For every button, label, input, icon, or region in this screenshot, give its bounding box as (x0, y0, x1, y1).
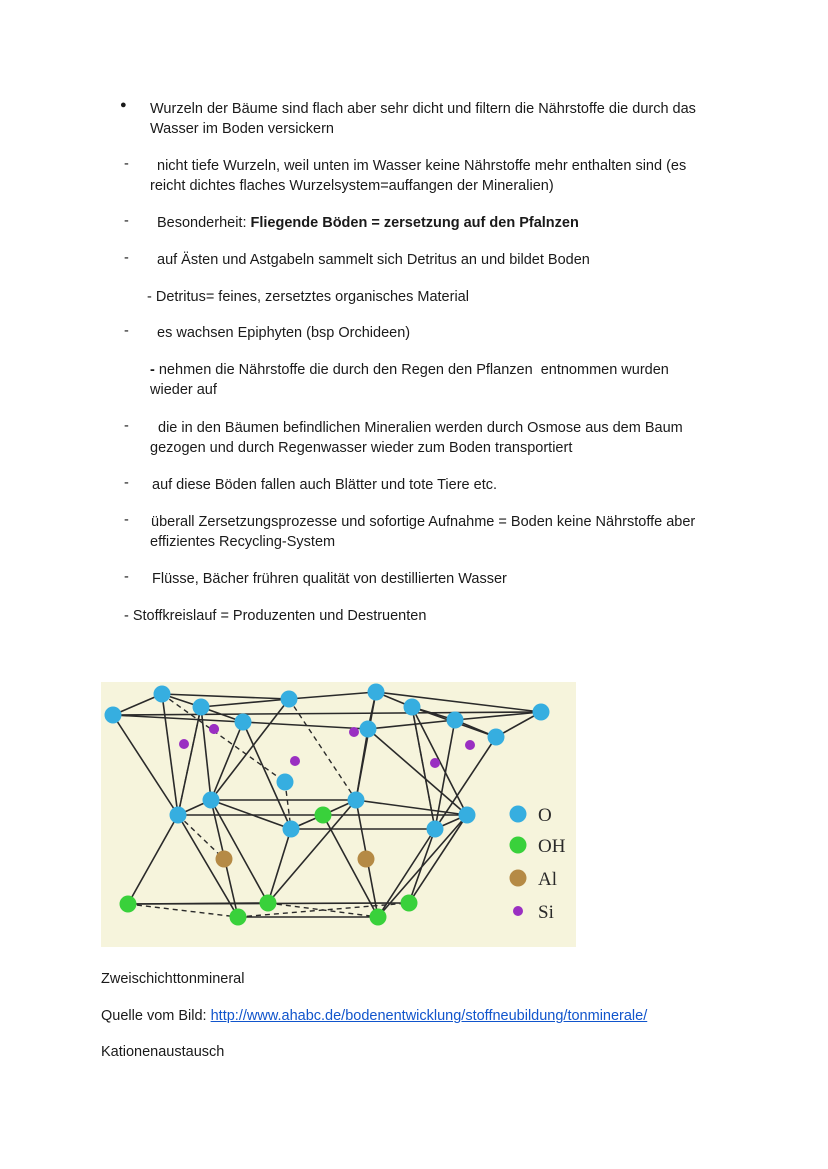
list-item-text: Wasser im Boden versickern (150, 121, 334, 137)
list-item-text: es wachsen Epiphyten (bsp Orchideen) (157, 325, 411, 341)
oxygen-atom (459, 807, 476, 824)
oxygen-atom (283, 821, 300, 838)
oxygen-atom (193, 699, 210, 716)
list-item-text: überall Zersetzungsprozesse und sofortige Aufnahme = Boden keine Nährstoffe aber (151, 514, 696, 530)
dash-marker: - (124, 156, 129, 172)
bold-highlight: Fliegende Böden = zersetzung auf den Pfalnzen (250, 215, 579, 231)
list-item-text: nicht tiefe Wurzeln, weil unten im Wasser keine Nährstoffe mehr enthalten sind (es (157, 158, 687, 174)
list-item-text: wieder auf (150, 382, 217, 398)
bond-line (128, 903, 268, 904)
list-item-text: die in den Bäumen befindlichen Mineralien werden durch Osmose aus dem Baum (158, 420, 683, 436)
silicon-atom (430, 758, 440, 768)
dash-marker: - (124, 569, 129, 585)
list-item-text: Flüsse, Bächer frühren qualität von destillierten Wasser (152, 571, 507, 587)
list-item-text: effizientes Recycling-System (150, 534, 336, 550)
silicon-atom (209, 724, 219, 734)
oxygen-atom (105, 707, 122, 724)
dash-marker: - (124, 418, 129, 434)
list-item-text: - nehmen die Nährstoffe die durch den Regen den Pflanzen entnommen wurden (150, 362, 669, 378)
list-item-text: auf Ästen und Astgabeln sammelt sich Detritus an und bildet Boden (157, 252, 590, 268)
aluminium-atom (216, 851, 233, 868)
aluminium-atom (358, 851, 375, 868)
oxygen-atom (404, 699, 421, 716)
oxygen-atom (154, 686, 171, 703)
oxygen-atom (360, 721, 377, 738)
dash-marker: - (124, 250, 129, 266)
legend-swatch-oh (510, 837, 527, 854)
legend-label-si: Si (538, 902, 554, 923)
list-item-text: reicht dichtes flaches Wurzelsystem=auffangen der Mineralien) (150, 178, 554, 194)
hydroxyl-atom (315, 807, 332, 824)
silicon-atom (349, 727, 359, 737)
clay-mineral-structure-diagram (101, 682, 576, 947)
oxygen-atom (348, 792, 365, 809)
hydroxyl-atom (230, 909, 247, 926)
bullet-marker: ● (120, 99, 127, 111)
silicon-atom (290, 756, 300, 766)
hydroxyl-atom (370, 909, 387, 926)
oxygen-atom (203, 792, 220, 809)
oxygen-atom (533, 704, 550, 721)
oxygen-atom (235, 714, 252, 731)
legend-swatch-o (510, 806, 527, 823)
legend-swatch-al (510, 870, 527, 887)
oxygen-atom (277, 774, 294, 791)
legend-swatch-si (513, 906, 523, 916)
oxygen-atom (281, 691, 298, 708)
hydroxyl-atom (120, 896, 137, 913)
list-item-text: - Detritus= feines, zersetztes organisches Material (147, 289, 469, 305)
silicon-atom (179, 739, 189, 749)
list-item-text: gezogen und durch Regenwasser wieder zum Boden transportiert (150, 440, 573, 456)
figure-caption: Zweischichttonmineral (101, 971, 245, 987)
list-item-text: Wurzeln der Bäume sind flach aber sehr dicht und filtern die Nährstoffe die durch das (150, 101, 696, 117)
section-heading: Kationenaustausch (101, 1044, 225, 1060)
dash-marker: - (124, 213, 129, 229)
source-prefix: Quelle vom Bild: (101, 1008, 211, 1024)
hydroxyl-atom (401, 895, 418, 912)
image-source (101, 1006, 647, 1026)
list-item-text: auf diese Böden fallen auch Blätter und tote Tiere etc. (152, 477, 498, 493)
oxygen-atom (427, 821, 444, 838)
legend-label-oh: OH (538, 836, 566, 857)
hydroxyl-atom (260, 895, 277, 912)
oxygen-atom (368, 684, 385, 701)
dash-marker: - (124, 475, 129, 491)
silicon-atom (465, 740, 475, 750)
list-item-text: Besonderheit: Fliegende Böden = zersetzung auf den Pfalnzen (157, 215, 579, 231)
oxygen-atom (488, 729, 505, 746)
dash-marker: - (124, 323, 129, 339)
dash-marker: - (124, 512, 129, 528)
list-item-text: - Stoffkreislauf = Produzenten und Destruenten (124, 608, 427, 624)
oxygen-atom (447, 712, 464, 729)
legend-label-al: Al (538, 869, 557, 890)
legend-label-o: O (538, 805, 552, 826)
oxygen-atom (170, 807, 187, 824)
source-link[interactable]: http://www.ahabc.de/bodenentwicklung/stoffneubildung/tonminerale/ (210, 1008, 648, 1024)
